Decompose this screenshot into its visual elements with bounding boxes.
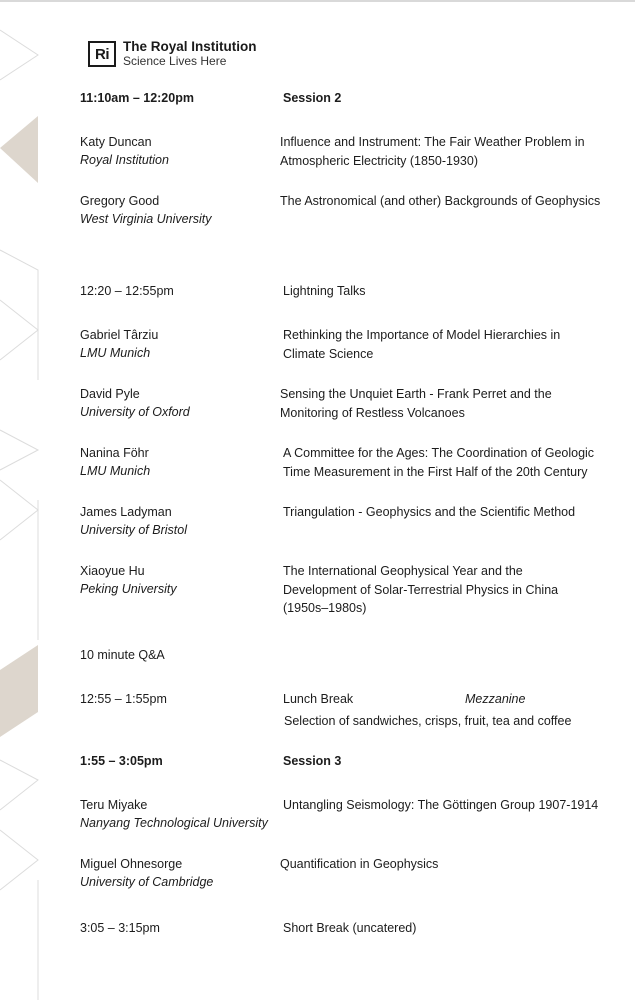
- talk-title-line: A Committee for the Ages: The Coordination of Geologic: [283, 446, 595, 460]
- speaker-name: Gregory Good: [80, 194, 160, 208]
- logo-mark: Ri: [88, 41, 116, 67]
- lunch-description: Selection of sandwiches, crisps, fruit, tea and coffee: [284, 714, 572, 728]
- talk-title-line: Influence and Instrument: The Fair Weather Problem in: [280, 135, 585, 149]
- speaker-affiliation: Nanyang Technological University: [80, 816, 268, 830]
- speaker-affiliation: West Virginia University: [80, 212, 212, 226]
- qa-note: 10 minute Q&A: [80, 648, 165, 662]
- lightning-title: Lightning Talks: [283, 284, 366, 298]
- speaker-affiliation: LMU Munich: [80, 346, 151, 360]
- speaker-affiliation: University of Oxford: [80, 405, 190, 419]
- talk-title-line: Development of Solar-Terrestrial Physics in China: [283, 582, 559, 597]
- speaker-name: Miguel Ohnesorge: [80, 857, 183, 871]
- talk-title: [280, 192, 615, 211]
- royal-institution-logo: [88, 40, 257, 68]
- speaker-affiliation: Peking University: [80, 582, 177, 596]
- speaker-name: Xiaoyue Hu: [80, 564, 145, 578]
- speaker-name: Katy Duncan: [80, 135, 152, 149]
- talk-title: [283, 796, 618, 815]
- speaker-name: James Ladyman: [80, 505, 172, 519]
- speaker-affiliation: Royal Institution: [80, 153, 169, 167]
- decorative-triangle-top: [0, 116, 38, 183]
- lunch-title: Lunch Break: [283, 692, 354, 706]
- top-divider: [0, 0, 635, 2]
- talk-title-line: Rethinking the Importance of Model Hierarchies in: [283, 328, 561, 342]
- session2-time: 11:10am – 12:20pm: [80, 91, 194, 105]
- talk-title: [280, 855, 615, 874]
- talk-title-line: Triangulation - Geophysics and the Scientific Method: [283, 505, 576, 519]
- speaker-name: Teru Miyake: [80, 798, 148, 812]
- talk-title: [283, 444, 618, 481]
- lunch-location: Mezzanine: [465, 692, 526, 706]
- decorative-parallelogram: [0, 645, 38, 737]
- speaker-name: Nanina Föhr: [80, 446, 149, 460]
- talk-title-line: Monitoring of Restless Volcanoes: [280, 405, 465, 420]
- speaker-name: David Pyle: [80, 387, 140, 401]
- talk-title-line: Climate Science: [283, 346, 374, 361]
- speaker-affiliation: LMU Munich: [80, 464, 151, 478]
- session3-title: Session 3: [283, 754, 342, 768]
- short-break-time: 3:05 – 3:15pm: [80, 921, 160, 935]
- talk-title: [283, 562, 618, 618]
- talk-title: [280, 133, 615, 170]
- talk-title: [283, 503, 618, 522]
- talk-title-line: The International Geophysical Year and the: [283, 564, 523, 578]
- talk-title-line: Atmospheric Electricity (1850-1930): [280, 153, 478, 168]
- speaker-affiliation: University of Bristol: [80, 523, 187, 537]
- talk-title-line: The Astronomical (and other) Backgrounds of Geophysics: [280, 194, 601, 208]
- logo-tagline: Science Lives Here: [123, 54, 227, 68]
- short-break-title: Short Break (uncatered): [283, 921, 417, 935]
- talk-title-line: (1950s–1980s): [283, 601, 367, 615]
- talk-title: [280, 385, 615, 422]
- session3-time: 1:55 – 3:05pm: [80, 754, 163, 768]
- talk-title-line: Untangling Seismology: The Göttingen Group 1907-1914: [283, 798, 599, 812]
- lightning-time: 12:20 – 12:55pm: [80, 284, 174, 298]
- talk-title: [283, 326, 618, 363]
- speaker-name: Gabriel Târziu: [80, 328, 159, 342]
- logo-org-name: The Royal Institution: [123, 39, 257, 54]
- decorative-geometric-border: [0, 0, 60, 1000]
- talk-title-line: Time Measurement in the First Half of the 20th Century: [283, 464, 588, 479]
- talk-title-line: Quantification in Geophysics: [280, 857, 439, 871]
- lunch-time: 12:55 – 1:55pm: [80, 692, 167, 706]
- speaker-affiliation: University of Cambridge: [80, 875, 214, 889]
- talk-title-line: Sensing the Unquiet Earth - Frank Perret and the: [280, 387, 552, 401]
- session2-title: Session 2: [283, 91, 342, 105]
